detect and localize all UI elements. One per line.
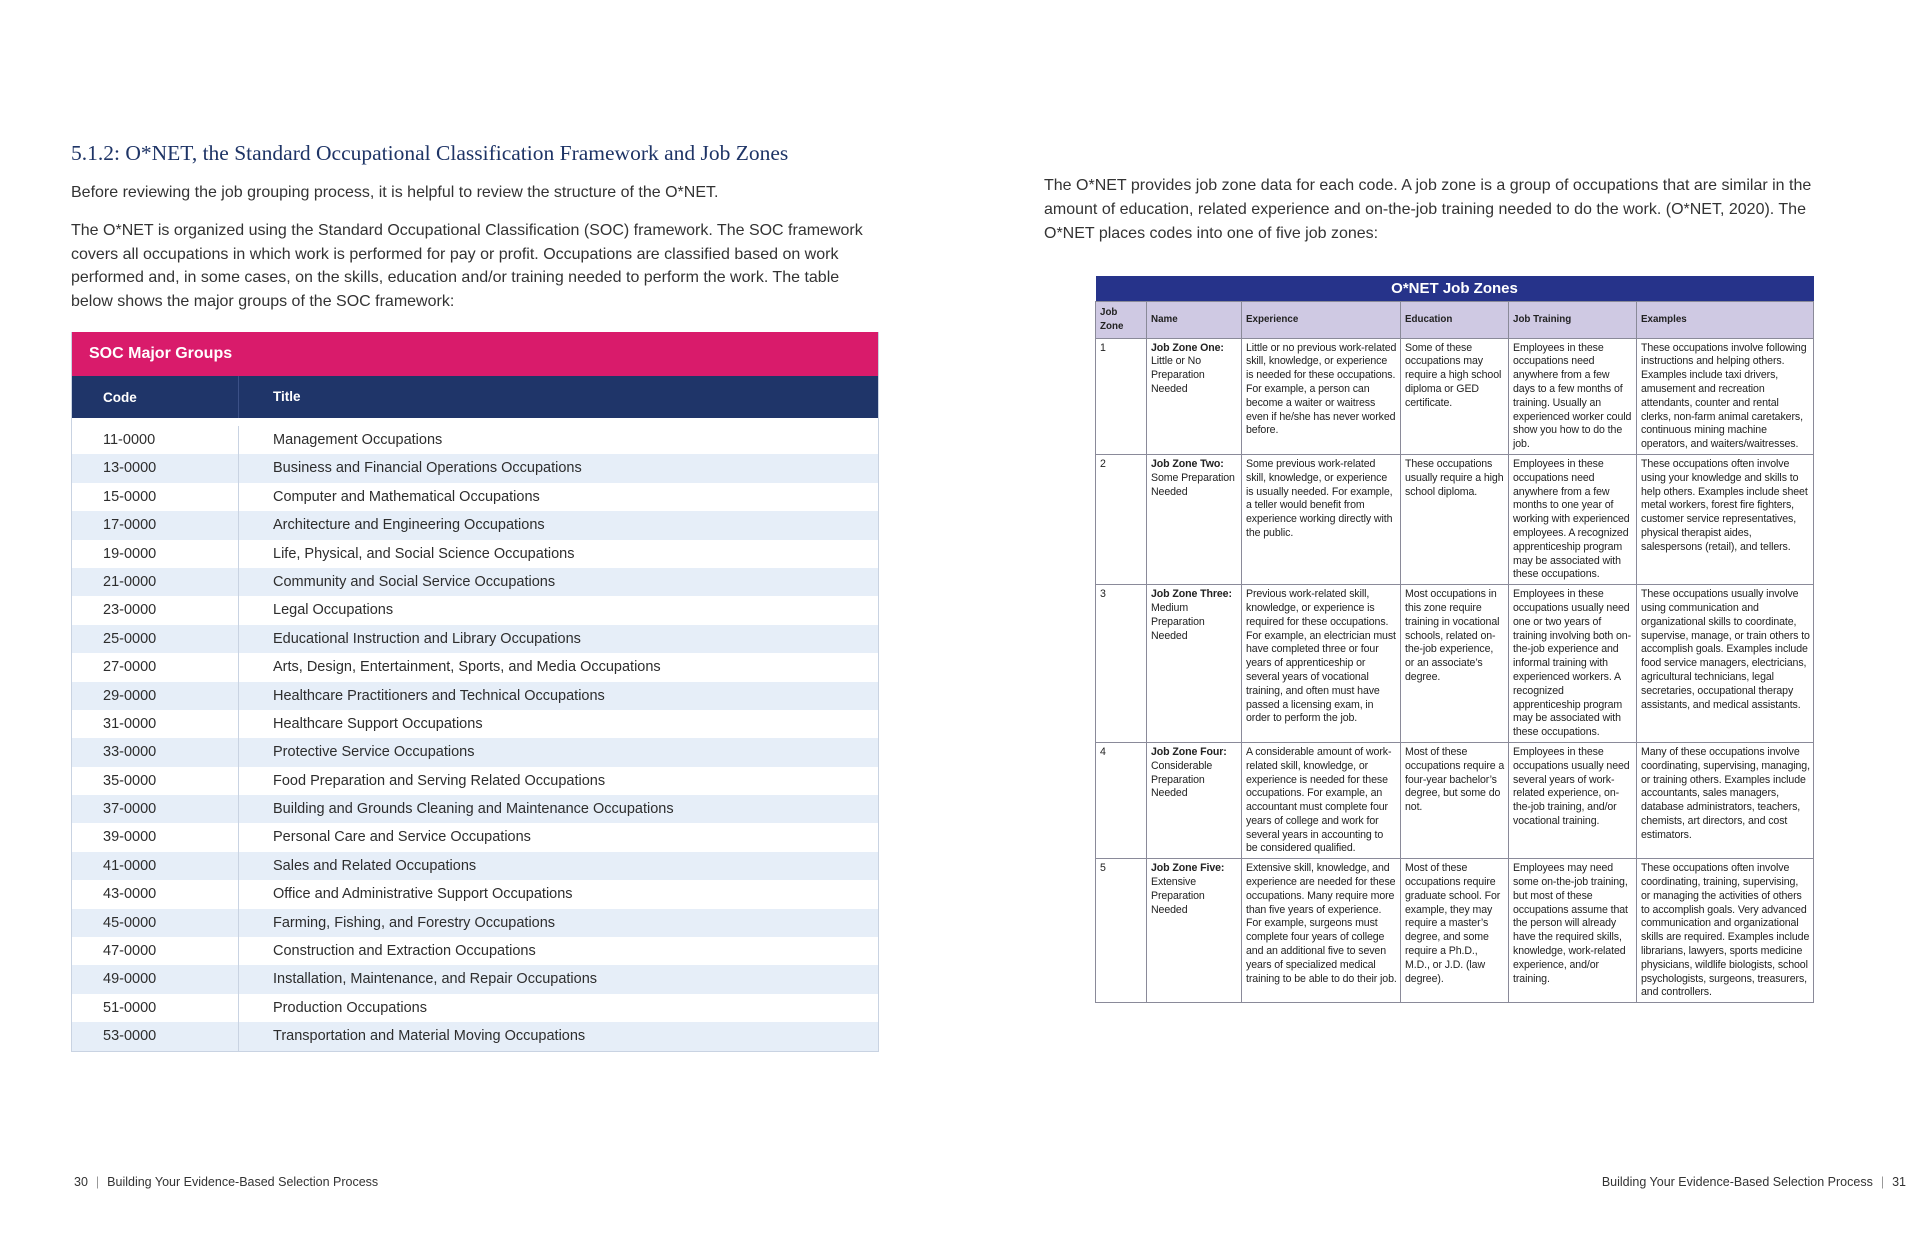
experience-cell: Extensive skill, knowledge, and experience are needed for these occupations. Many require more than five years of experience. For example, surgeons must complete four years of college and an additional five to seven years of specialized medical training to be able to do their job. xyxy=(1242,859,1401,1003)
soc-code: 51-0000 xyxy=(103,999,157,1016)
table-row xyxy=(72,483,878,511)
table-row xyxy=(72,682,878,710)
table-row xyxy=(72,965,878,993)
soc-title: Building and Grounds Cleaning and Maintenance Occupations xyxy=(238,795,878,823)
footer-right xyxy=(1602,1175,1906,1189)
table-row xyxy=(72,596,878,624)
soc-code: 25-0000 xyxy=(103,630,157,647)
soc-title: Construction and Extraction Occupations xyxy=(238,937,878,965)
soc-code: 15-0000 xyxy=(103,488,157,505)
table-row xyxy=(72,1022,878,1050)
soc-title: Educational Instruction and Library Occupations xyxy=(238,625,878,653)
table-row xyxy=(72,909,878,937)
table-row xyxy=(72,511,878,539)
onet-table-title: O*NET Job Zones xyxy=(1096,276,1814,302)
table-row xyxy=(1096,859,1814,1003)
job-zone-name-cell xyxy=(1147,338,1242,454)
job-zone-preparation: Considerable Preparation Needed xyxy=(1151,759,1213,800)
education-cell: These occupations usually require a high school diploma. xyxy=(1401,454,1509,584)
table-row xyxy=(1096,338,1814,454)
soc-title: Transportation and Material Moving Occupations xyxy=(238,1022,878,1050)
job-training-cell: Employees in these occupations need anywhere from a few months to one year of working with experienced employees. A recognized apprenticeship program may be associated with these occupations. xyxy=(1509,454,1637,584)
education-cell: Some of these occupations may require a high school diploma or GED certificate. xyxy=(1401,338,1509,454)
job-training-cell: Employees in these occupations usually need one or two years of training involving both on-the-job experience and informal training with experienced workers. A recognized apprenticeship program may be associated with these occupations. xyxy=(1509,585,1637,743)
soc-code: 33-0000 xyxy=(103,744,157,761)
job-zone-label: Job Zone Five: xyxy=(1151,862,1225,875)
job-zone-name-cell xyxy=(1147,454,1242,584)
footer-separator: | xyxy=(95,1175,100,1189)
table-row xyxy=(72,767,878,795)
education-cell: Most occupations in this zone require training in vocational schools, related on-the-job experience, or an associate’s degree. xyxy=(1401,585,1509,743)
soc-code: 19-0000 xyxy=(103,545,157,562)
job-zone-label: Job Zone Two: xyxy=(1151,457,1224,470)
soc-header-title: Title xyxy=(238,376,878,418)
job-zone-number-cell: 1 xyxy=(1096,338,1147,454)
job-zone-number-cell: 5 xyxy=(1096,859,1147,1003)
soc-title: Production Occupations xyxy=(238,994,878,1022)
right-page xyxy=(960,0,1920,1242)
onet-header-examples: Examples xyxy=(1637,302,1814,339)
soc-title: Farming, Fishing, and Forestry Occupations xyxy=(238,909,878,937)
table-row xyxy=(72,852,878,880)
job-zone-label: Job Zone Three: xyxy=(1151,588,1232,601)
table-row xyxy=(72,710,878,738)
table-row xyxy=(72,625,878,653)
job-zone-number-cell: 2 xyxy=(1096,454,1147,584)
soc-table-title: SOC Major Groups xyxy=(72,332,878,376)
soc-title: Personal Care and Service Occupations xyxy=(238,823,878,851)
examples-cell: These occupations often involve coordinating, training, supervising, or managing the activities of others to accomplish goals. Very advanced communication and organizational skills are required. Examples include librarians, lawyers, sports medicine physicians, wildlife biologists, school psychologists, surgeons, treasurers, and controllers. xyxy=(1637,859,1814,1003)
examples-cell: These occupations involve following instructions and helping others. Examples include taxi drivers, amusement and recreation attendants, counter and rental clerks, non-farm animal caretakers, continuous mining machine operators, and waiters/waitresses. xyxy=(1637,338,1814,454)
table-row xyxy=(72,540,878,568)
experience-cell: Previous work-related skill, knowledge, or experience is required for these occupations. For example, an electrician must have completed three or four years of apprenticeship or several years of vocational training, and often must have passed a licensing exam, in order to perform the job. xyxy=(1242,585,1401,743)
soc-title: Healthcare Practitioners and Technical Occupations xyxy=(238,682,878,710)
table-row xyxy=(72,937,878,965)
soc-code: 23-0000 xyxy=(103,602,157,619)
job-zone-label: Job Zone One: xyxy=(1151,341,1224,354)
soc-code: 11-0000 xyxy=(103,432,156,448)
table-row xyxy=(72,568,878,596)
soc-title: Sales and Related Occupations xyxy=(238,852,878,880)
page-number: 30 xyxy=(74,1175,88,1189)
soc-code: 21-0000 xyxy=(103,573,157,590)
experience-cell: Some previous work-related skill, knowledge, or experience is usually needed. For example, a teller would benefit from experience working directly with the public. xyxy=(1242,454,1401,584)
soc-title: Community and Social Service Occupations xyxy=(238,568,878,596)
soc-title: Arts, Design, Entertainment, Sports, and Media Occupations xyxy=(238,653,878,681)
soc-code: 45-0000 xyxy=(103,914,157,931)
soc-title: Life, Physical, and Social Science Occupations xyxy=(238,540,878,568)
job-zone-preparation: Extensive Preparation Needed xyxy=(1151,876,1205,916)
table-row xyxy=(72,795,878,823)
onet-table-body xyxy=(1096,338,1814,1003)
onet-job-zones-table xyxy=(1095,276,1814,1003)
soc-code: 39-0000 xyxy=(103,829,157,846)
job-zone-name-cell xyxy=(1147,585,1242,743)
education-cell: Most of these occupations require graduate school. For example, they may require a master’s degree, and some require a Ph.D., M.D., or J.D. (law degree). xyxy=(1401,859,1509,1003)
soc-code: 27-0000 xyxy=(103,659,157,676)
section-heading: 5.1.2: O*NET, the Standard Occupational Classification Framework and Job Zones xyxy=(71,141,789,165)
soc-code: 35-0000 xyxy=(103,772,157,789)
intro-paragraph: Before reviewing the job grouping process, it is helpful to review the structure of the O*NET. xyxy=(71,184,719,201)
table-row xyxy=(72,426,878,454)
table-row xyxy=(72,454,878,482)
onet-header-job-training: Job Training xyxy=(1509,302,1637,339)
examples-cell: These occupations often involve using your knowledge and skills to help others. Examples include sheet metal workers, forest fire fighters, customer service representatives, physical therapist aides, salespersons (retail), and tellers. xyxy=(1637,454,1814,584)
soc-code: 13-0000 xyxy=(103,460,157,477)
job-zone-preparation: Some Preparation Needed xyxy=(1151,471,1235,498)
soc-code: 41-0000 xyxy=(103,857,157,874)
examples-cell: These occupations usually involve using communication and organizational skills to coordinate, supervise, manage, or train others to accomplish goals. Examples include food service managers, electricians, agricultural technicians, legal secretaries, occupational therapy assistants, and medical assistants. xyxy=(1637,585,1814,743)
soc-major-groups-table xyxy=(71,332,879,1052)
table-row xyxy=(72,880,878,908)
table-row xyxy=(72,653,878,681)
experience-cell: A considerable amount of work-related skill, knowledge, or experience is needed for these occupations. For example, an accountant must complete four years of college and work for several years in accounting to be considered qualified. xyxy=(1242,742,1401,858)
footer-separator: | xyxy=(1880,1175,1885,1189)
onet-header-experience: Experience xyxy=(1242,302,1401,339)
job-zone-preparation: Little or No Preparation Needed xyxy=(1151,355,1205,395)
table-row xyxy=(1096,585,1814,743)
soc-code: 29-0000 xyxy=(103,687,157,704)
soc-code: 17-0000 xyxy=(103,517,157,534)
soc-code: 47-0000 xyxy=(103,943,157,960)
soc-title: Management Occupations xyxy=(238,426,878,454)
table-row xyxy=(72,994,878,1022)
job-zone-preparation: Medium Preparation Needed xyxy=(1151,601,1205,642)
soc-description-paragraph: The O*NET is organized using the Standard Occupational Classification (SOC) framework. The SOC framework covers all occupations in which work is performed for pay or profit. Occupations are classified based on work performed and, in some cases, on the skills, education and/or training needed to perform the work. The table below shows the major groups of the SOC framework: xyxy=(71,222,863,310)
soc-header-code: Code xyxy=(103,389,137,405)
onet-header-education: Education xyxy=(1401,302,1509,339)
job-zone-paragraph: The O*NET provides job zone data for each code. A job zone is a group of occupations that are similar in the amount of education, related experience and on-the-job training needed to do the work. (O*NET, 2020). The O*NET places codes into one of five job zones: xyxy=(1044,177,1812,242)
soc-title: Business and Financial Operations Occupations xyxy=(238,454,878,482)
onet-header-job-zone: Job Zone xyxy=(1096,302,1147,339)
soc-title: Installation, Maintenance, and Repair Occupations xyxy=(238,965,878,993)
soc-code: 37-0000 xyxy=(103,801,157,818)
soc-title: Healthcare Support Occupations xyxy=(238,710,878,738)
table-row xyxy=(1096,454,1814,584)
soc-code: 43-0000 xyxy=(103,886,157,903)
job-zone-name-cell xyxy=(1147,742,1242,858)
onet-header-name: Name xyxy=(1147,302,1242,339)
job-zone-number-cell: 3 xyxy=(1096,585,1147,743)
soc-code: 53-0000 xyxy=(103,1028,157,1045)
table-row xyxy=(72,823,878,851)
footer-left xyxy=(74,1175,378,1189)
soc-title: Protective Service Occupations xyxy=(238,738,878,766)
examples-cell: Many of these occupations involve coordinating, supervising, managing, or training others. Examples include accountants, sales managers, database administrators, teachers, chemists, art directors, and cost estimators. xyxy=(1637,742,1814,858)
soc-code: 49-0000 xyxy=(103,971,157,988)
experience-cell: Little or no previous work-related skill, knowledge, or experience is needed for these occupations. For example, a person can become a waiter or waitress even if he/she has never worked before. xyxy=(1242,338,1401,454)
soc-title: Computer and Mathematical Occupations xyxy=(238,483,878,511)
table-row xyxy=(72,738,878,766)
soc-title: Architecture and Engineering Occupations xyxy=(238,511,878,539)
soc-table-body xyxy=(72,418,878,1051)
soc-title: Legal Occupations xyxy=(238,596,878,624)
job-training-cell: Employees in these occupations need anywhere from a few days to a few months of training. Usually an experienced worker could show you how to do the job. xyxy=(1509,338,1637,454)
job-zone-number-cell: 4 xyxy=(1096,742,1147,858)
soc-title: Office and Administrative Support Occupations xyxy=(238,880,878,908)
job-zone-name-cell xyxy=(1147,859,1242,1003)
table-row xyxy=(1096,742,1814,858)
job-training-cell: Employees in these occupations usually need several years of work-related experience, on-the-job training, and/or vocational training. xyxy=(1509,742,1637,858)
job-zone-label: Job Zone Four: xyxy=(1151,745,1227,758)
footer-title: Building Your Evidence-Based Selection Process xyxy=(1601,1175,1873,1189)
soc-code: 31-0000 xyxy=(103,715,157,732)
page-number: 31 xyxy=(1892,1175,1906,1189)
job-training-cell: Employees may need some on-the-job training, but most of these occupations assume that the person will already have the required skills, knowledge, work-related experience, and/or training. xyxy=(1509,859,1637,1003)
soc-title: Food Preparation and Serving Related Occupations xyxy=(238,767,878,795)
soc-table-header xyxy=(72,376,878,418)
education-cell: Most of these occupations require a four-year bachelor’s degree, but some do not. xyxy=(1401,742,1509,858)
footer-title: Building Your Evidence-Based Selection Process xyxy=(107,1175,379,1189)
